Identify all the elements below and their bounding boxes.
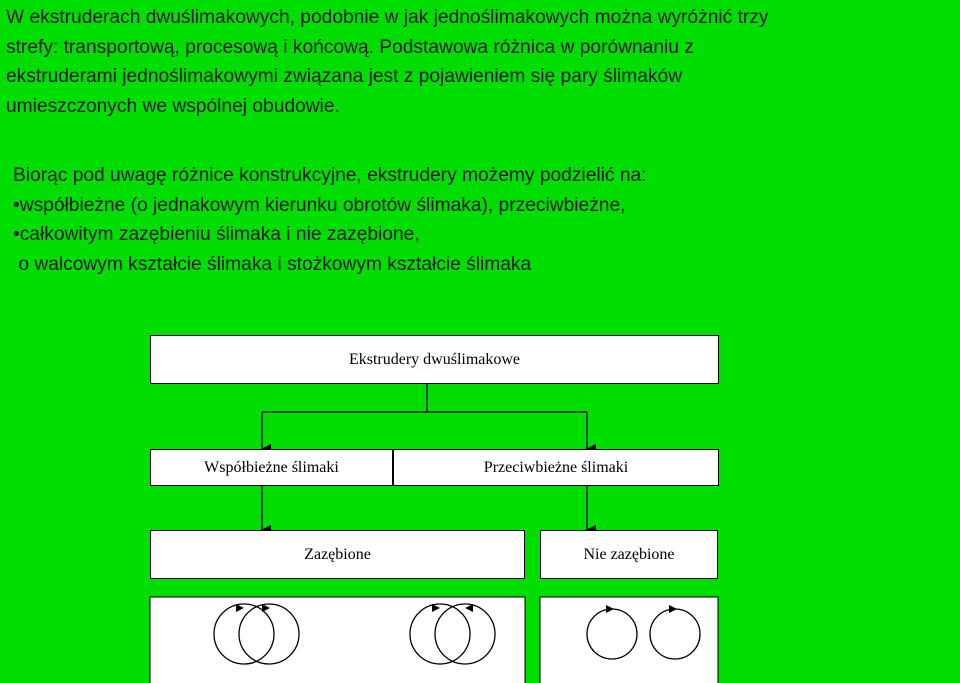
classification-line-2: •współbieżne (o jednakowym kierunku obrotów ślimaka), przeciwbieżne, xyxy=(13,194,626,216)
root-box xyxy=(150,335,719,384)
intro-line-1: W ekstruderach dwuślimakowych, podobnie w jak jednoślimakowych można wyróżnić trzy xyxy=(6,7,769,28)
non-intermeshing-box xyxy=(540,530,718,579)
classification-line-4: o walcowym kształcie ślimaka i stożkowym kształcie ślimaka xyxy=(13,253,532,275)
intro-line-4: umieszczonych we wspólnej obudowie. xyxy=(6,95,340,117)
co-rotating-label: Współbieżne ślimaki xyxy=(204,458,339,476)
intro-line-2: strefy: transportową, procesową i końcową. Podstawowa różnica w porównaniu z xyxy=(6,36,694,58)
co-rotating-box xyxy=(150,449,393,486)
right-screw-panel xyxy=(540,597,718,683)
root-box-label: Ekstrudery dwuślimakowe xyxy=(348,350,521,368)
intermeshing-label: Zazębione xyxy=(304,545,371,563)
counter-rotating-box xyxy=(393,449,719,486)
classification-line-3: •całkowitym zazębieniu ślimaka i nie zazębione, xyxy=(13,224,420,245)
intro-line-3: ekstruderami jednoślimakowymi związana jest z pojawieniem się pary ślimaków xyxy=(6,66,683,87)
counter-rotating-label: Przeciwbieżne ślimaki xyxy=(483,458,629,476)
non-intermeshing-label: Nie zazębione xyxy=(583,545,675,563)
intermeshing-box xyxy=(150,530,525,579)
classification-line-1: Biorąc pod uwagę różnice konstrukcyjne, ekstrudery możemy podzielić na: xyxy=(13,165,647,186)
